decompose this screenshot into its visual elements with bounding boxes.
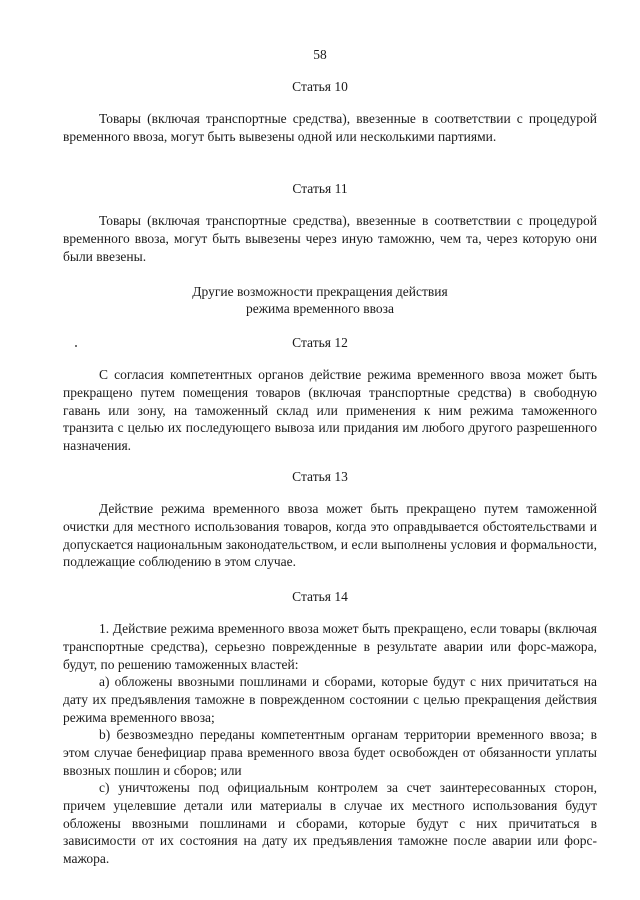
article-12-paragraph: С согласия компетентных органов действие режима временного ввоза может быть прекращено путем помещения товаров (включая транспортные средства) в свободную гавань или зону, на таможенный склад или применения к ним режима таможенного транзита с целью их последующего вывоза или придания им любого другого разрешенного назначения. [63, 367, 597, 454]
article-13-heading: Статья 13 [292, 469, 348, 484]
article-13-paragraph: Действие режима временного ввоза может быть прекращено путем таможенной очистки для местного использования товаров, когда это оправдывается обстоятельствами и допускается национальным законодательством, и если выполнены условия и формальности, подлежащие соблюдению в этом случае. [63, 501, 597, 570]
article-14-item-c: c) уничтожены под официальным контролем за счет заинтересованных сторон, причем уцелевшие детали или материалы в случае их местного использования будут обложены ввозными пошлинами и сборами, которые будут с них причитаться в зависимости от их состояния на дату их предъявления таможне после аварии или форс-мажора. [63, 780, 597, 867]
article-11-paragraph: Товары (включая транспортные средства), ввезенные в соответствии с процедурой временного ввоза, могут быть вывезены через иную таможню, чем та, через которую они были ввезены. [63, 213, 597, 264]
article-14-heading: Статья 14 [292, 589, 348, 604]
page-number: 58 [313, 47, 327, 62]
article-14-paragraph-1: 1. Действие режима временного ввоза может быть прекращено, если товары (включая транспортные средства), серьезно поврежденные в результате аварии или форс-мажора, будут, по решению таможенных властей: [63, 621, 597, 672]
article-11-heading: Статья 11 [292, 181, 348, 196]
section-heading-line-2: режима временного ввоза [245, 301, 395, 316]
article-10-heading: Статья 10 [292, 79, 348, 94]
article-14-item-b: b) безвозмездно переданы компетентным органам территории временного ввоза; в этом случае бенефициар права временного ввоза будет освобожден от обязанности уплаты ввозных пошлин и сборов; или [63, 727, 597, 778]
article-14-item-a: a) обложены ввозными пошлинами и сборами, которые будут с них причитаться на дату их предъявления таможне в поврежденном состоянии с целью прекращения действия режима временного ввоза; [63, 674, 597, 725]
section-heading-line-1: Другие возможности прекращения действия [192, 284, 448, 299]
article-10-paragraph: Товары (включая транспортные средства), ввезенные в соответствии с процедурой временного ввоза, могут быть вывезены одной или несколькими партиями. [63, 111, 597, 144]
article-12-heading: Статья 12 [292, 335, 348, 350]
